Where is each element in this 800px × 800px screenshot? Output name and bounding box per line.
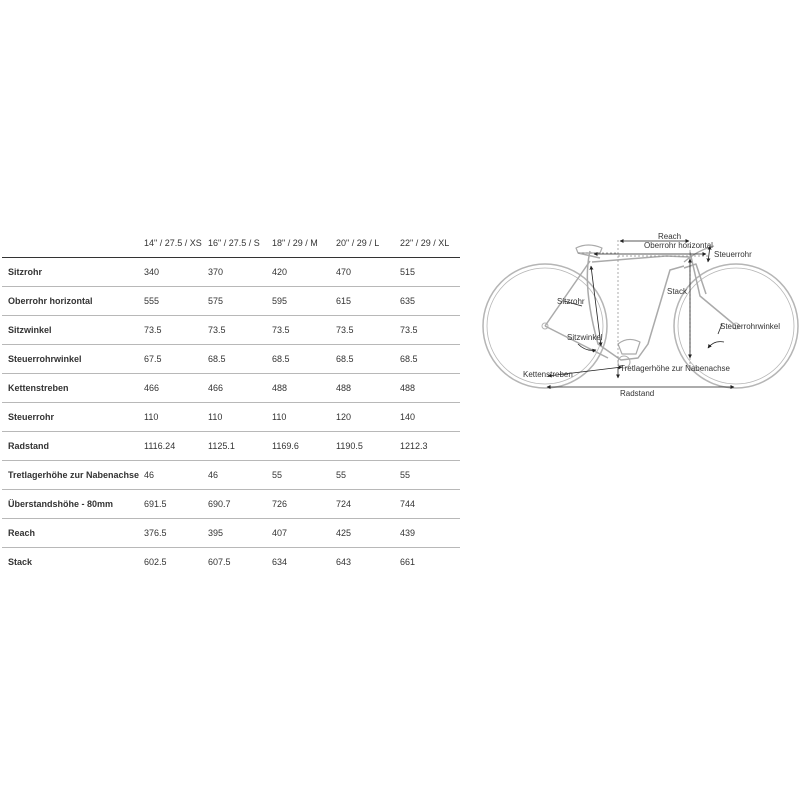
table-cell: 73.5	[140, 316, 204, 345]
table-cell: 690.7	[204, 490, 268, 519]
table-row	[2, 548, 460, 577]
table-cell: 488	[268, 374, 332, 403]
table-cell: 439	[396, 519, 460, 548]
table-row	[2, 519, 460, 548]
label-steuerrohrwinkel: Steuerrohrwinkel	[720, 322, 781, 331]
size-header: 16" / 27.5 / S	[204, 229, 268, 258]
table-cell: 615	[332, 287, 396, 316]
label-stack: Stack	[667, 287, 688, 296]
row-label: Sitzwinkel	[2, 316, 140, 345]
label-steuerrohr: Steuerrohr	[714, 250, 752, 259]
table-cell: 635	[396, 287, 460, 316]
table-cell: 470	[332, 258, 396, 287]
table-cell: 1212.3	[396, 432, 460, 461]
table-cell: 726	[268, 490, 332, 519]
table-cell: 420	[268, 258, 332, 287]
table-cell: 466	[204, 374, 268, 403]
table-row	[2, 432, 460, 461]
table-cell: 110	[204, 403, 268, 432]
table-cell: 68.5	[396, 345, 460, 374]
table-cell: 602.5	[144, 557, 167, 567]
label-radstand: Radstand	[620, 389, 655, 398]
table-cell: 395	[204, 519, 268, 548]
table-cell: 46	[204, 461, 268, 490]
table-cell: 515	[396, 258, 460, 287]
table-cell: 488	[332, 374, 396, 403]
row-label: Tretlagerhöhe zur Nabenachse	[2, 461, 140, 490]
table-cell: 46	[140, 461, 204, 490]
table-cell: 73.5	[396, 316, 460, 345]
label-oberrohr: Oberrohr horizontal	[644, 241, 713, 250]
table-cell: 488	[396, 374, 460, 403]
bike-geometry-diagram	[478, 226, 800, 418]
table-cell: 110	[268, 403, 332, 432]
table-cell: 724	[332, 490, 396, 519]
table-header-row	[2, 229, 460, 258]
table-cell: 68.5	[332, 345, 396, 374]
table-row	[2, 490, 460, 519]
table-cell: 376.5	[140, 519, 204, 548]
table-cell: 1125.1	[204, 432, 268, 461]
table-cell: 466	[140, 374, 204, 403]
table-cell: 575	[204, 287, 268, 316]
table-cell: 55	[396, 461, 460, 490]
header-corner	[2, 229, 140, 258]
table-row	[2, 287, 460, 316]
table-row	[2, 374, 460, 403]
row-label: Steuerrohr	[2, 403, 140, 432]
size-header: 14" / 27.5 / XS	[140, 229, 204, 258]
table-cell: 55	[332, 461, 396, 490]
row-label: Überstandshöhe - 80mm	[2, 490, 140, 519]
table-cell: 67.5	[140, 345, 204, 374]
bike-frame	[545, 245, 736, 368]
table-cell: 407	[268, 519, 332, 548]
table-row	[2, 258, 460, 287]
size-header: 20" / 29 / L	[332, 229, 396, 258]
table-cell: 68.5	[204, 345, 268, 374]
table-cell: 1190.5	[332, 432, 396, 461]
table-row	[2, 316, 460, 345]
label-kettenstreben: Kettenstreben	[523, 370, 573, 379]
table-cell: 607.5	[208, 557, 231, 567]
table-row	[2, 461, 460, 490]
row-label: Sitzrohr	[2, 258, 140, 287]
table-cell: 73.5	[204, 316, 268, 345]
table-cell: 425	[332, 519, 396, 548]
row-label: Reach	[2, 519, 140, 548]
table-cell: 140	[396, 403, 460, 432]
geometry-table	[2, 229, 460, 576]
row-label: Steuerrohrwinkel	[2, 345, 140, 374]
table-cell: 120	[332, 403, 396, 432]
label-tretlager: Tretlagerhöhe zur Nabenachse	[620, 364, 730, 373]
label-sitzwinkel: Sitzwinkel	[567, 333, 603, 342]
table-cell: 555	[140, 287, 204, 316]
table-cell: 1116.24	[140, 432, 204, 461]
table-cell: 370	[204, 258, 268, 287]
table-cell: 691.5	[140, 490, 204, 519]
table-cell: 110	[140, 403, 204, 432]
row-label: Kettenstreben	[2, 374, 140, 403]
table-cell: 595	[268, 287, 332, 316]
table-cell: 73.5	[332, 316, 396, 345]
label-reach: Reach	[658, 232, 682, 241]
table-cell: 73.5	[268, 316, 332, 345]
table-cell: 68.5	[268, 345, 332, 374]
steuerrohrwinkel-arc	[708, 342, 724, 348]
row-label: Radstand	[2, 432, 140, 461]
table-row	[2, 345, 460, 374]
table-cell: 744	[396, 490, 460, 519]
size-header: 18" / 29 / M	[268, 229, 332, 258]
table-cell: 1169.6	[268, 432, 332, 461]
row-label: Oberrohr horizontal	[2, 287, 140, 316]
table-cell: 634	[272, 557, 288, 567]
table-cell: 643	[336, 557, 352, 567]
label-sitzrohr: Sitzrohr	[557, 297, 585, 306]
table-cell: 340	[140, 258, 204, 287]
table-cell: 55	[268, 461, 332, 490]
table-cell: 661	[400, 557, 416, 567]
table-row	[2, 403, 460, 432]
size-header: 22" / 29 / XL	[396, 229, 460, 258]
row-label: Stack	[8, 557, 33, 567]
